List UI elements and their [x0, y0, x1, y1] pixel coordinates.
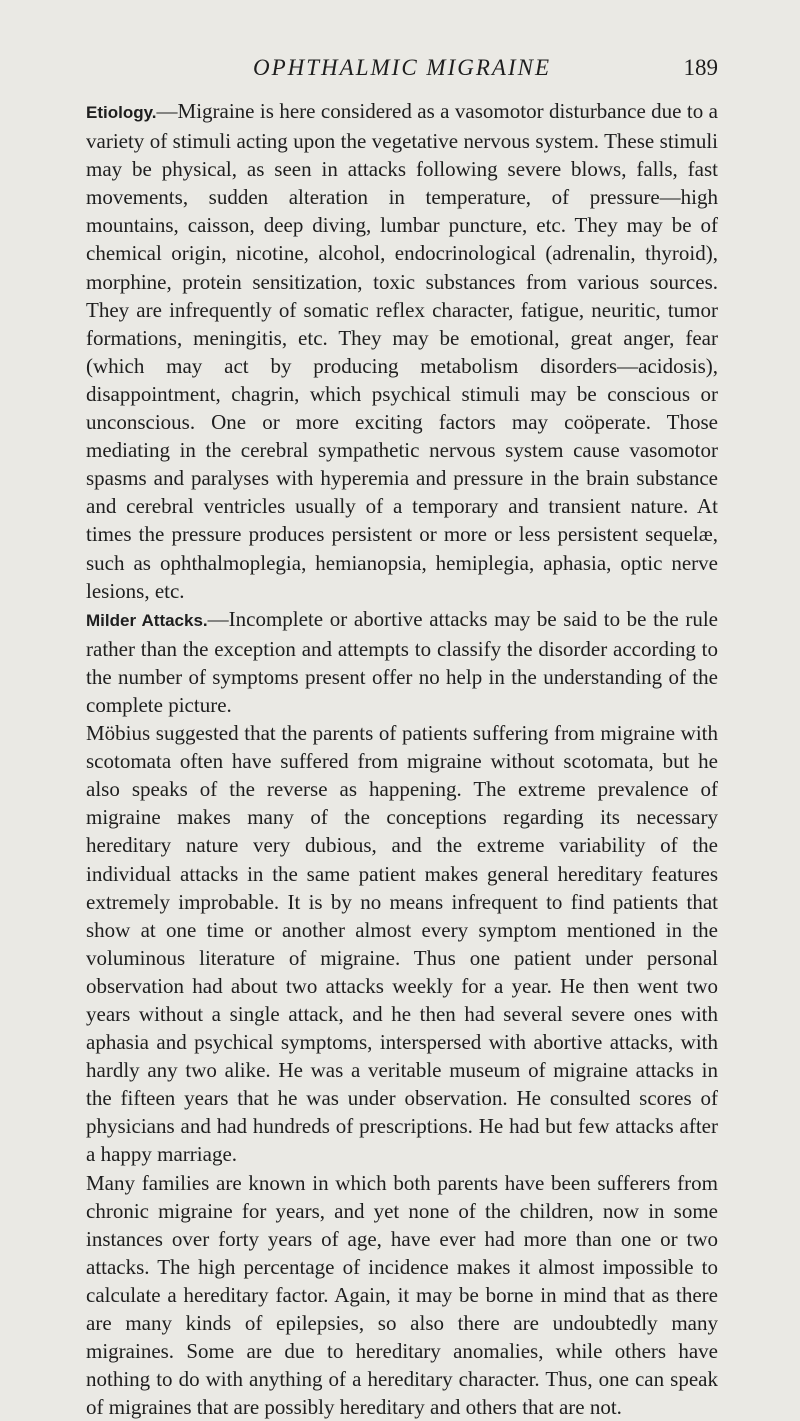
paragraph-milder-attacks — [86, 605, 718, 719]
running-title: OPHTHALMIC MIGRAINE — [253, 55, 551, 80]
paragraph-mobius — [86, 719, 718, 1169]
paragraph-text: Many families are known in which both parents have been sufferers from chronic migraine for years, and yet none of the children, now in some instances over forty years of age, have ever had more than one or two attacks. The high percentage of incidence makes it almost impossible to calculate a hereditary factor. Again, it may be borne in mind that as there are many kinds of epilepsies, so also there are undoubtedly many migraines. Some are due to hereditary anomalies, while others have nothing to do with anything of a hereditary character. Thus, one can speak of migraines that are possibly hereditary and others that are not. — [86, 1170, 718, 1420]
page-number: 189 — [683, 55, 718, 80]
section-heading-etiology: Etiology. — [86, 103, 157, 122]
paragraph-etiology — [86, 97, 718, 605]
running-head — [86, 48, 718, 88]
paragraph-text: —Migraine is here considered as a vasomotor disturbance due to a variety of stimuli acting upon the vegetative nervous system. These stimuli may be physical, as seen in attacks following severe blows, falls, fast movements, sudden alteration in temperature, of pressure—high mountains, caisson, deep diving, lumbar puncture, etc. They may be of chemical origin, nicotine, alcohol, endocrinological (adrenalin, thyroid), morphine, protein sensitization, toxic substances from various sources. They are infrequently of somatic reflex character, fatigue, neuritic, tumor formations, meningitis, etc. They may be emotional, great anger, fear (which may act by producing metabolism disorders—acidosis), disappointment, chagrin, which psychical stimuli may be conscious or unconscious. One or more exciting factors may coöperate. Those mediating in the cerebral sympathetic nervous system cause vasomotor spasms and paralyses with hyperemia and pressure in the brain substance and cerebral ventricles usually of a temporary and transient nature. At times the pressure produces persistent or more or less persistent sequelæ, such as ophthalmoplegia, hemianopsia, hemiplegia, aphasia, optic nerve lesions, etc. — [86, 99, 718, 603]
body-text — [86, 97, 718, 1421]
paragraph-families — [86, 1169, 718, 1421]
section-heading-milder-attacks: Milder Attacks. — [86, 610, 208, 630]
paragraph-text: —Incomplete or abortive attacks may be said to be the rule rather than the exception and attempts to classify the disorder according to the number of symptoms present offer no help in the understanding of the complete picture. — [86, 606, 719, 717]
paragraph-text: Möbius suggested that the parents of patients suffering from migraine with scotomata often have suffered from migraine without scotomata, but he also speaks of the reverse as happening. The extreme prevalence of migraine makes many of the conceptions regarding its necessary hereditary nature very dubious, and the extreme variability of the individual attacks in the same patient makes general hereditary features extremely improbable. It is by no means infrequent to find patients that show at one time or another almost every symptom mentioned in the voluminous literature of migraine. Thus one patient under personal observation had about two attacks weekly for a year. He then went two years without a single attack, and he then had several severe ones with aphasia and psychical symptoms, interspersed with abortive attacks, with hardly any two alike. He was a veritable museum of migraine attacks in the fifteen years that he was under observation. He consulted scores of physicians and had hundreds of prescriptions. He had but few attacks after a happy marriage. — [86, 721, 718, 1167]
